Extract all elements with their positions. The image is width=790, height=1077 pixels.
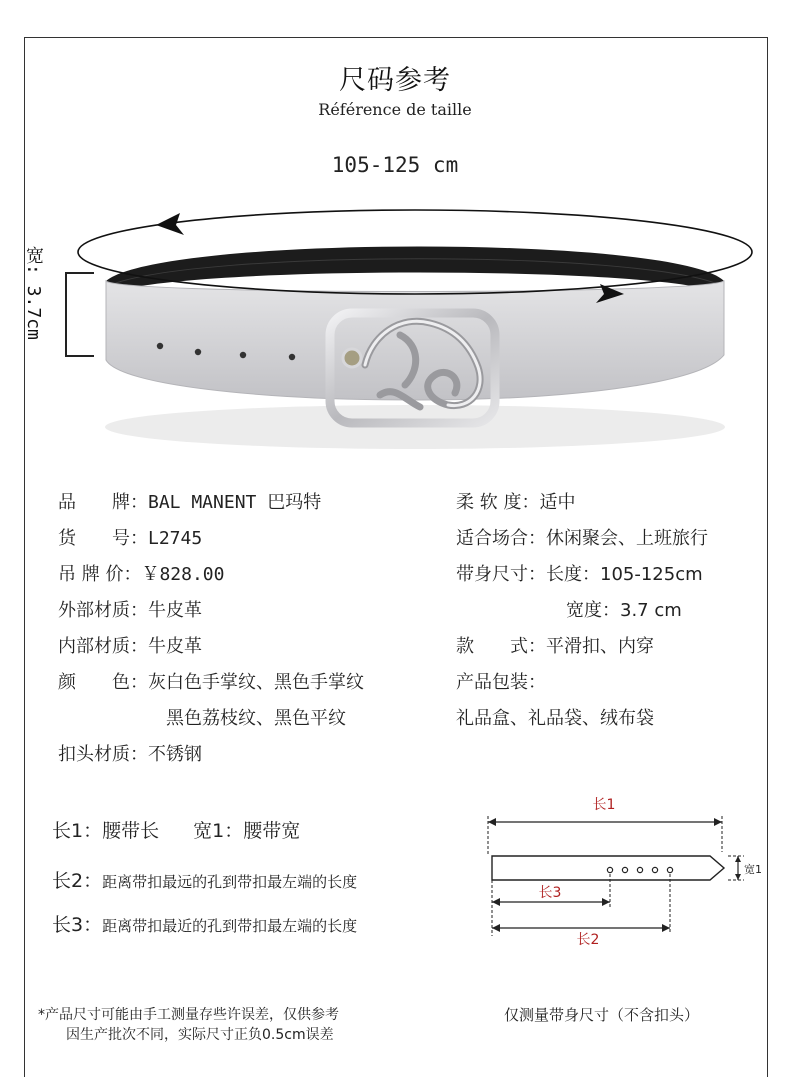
arrow-left-icon — [156, 213, 184, 235]
belt-width-label: 宽: 3.7cm — [23, 246, 44, 340]
spec-softness: 柔 软 度：适中 — [456, 492, 576, 513]
spec-size-width: 宽度：3.7 cm — [566, 600, 682, 621]
length-range: 105-125 cm — [331, 153, 459, 177]
belt-image — [0, 195, 790, 465]
page-title: 尺码参考 — [339, 65, 451, 96]
spec-style: 款 式：平滑扣、内穿 — [456, 636, 654, 657]
spec-size: 带身尺寸：长度：105-125cm — [456, 564, 703, 585]
measurement-diagram — [470, 790, 780, 960]
spec-color: 颜 色：灰白色手掌纹、黑色手掌纹 — [58, 672, 364, 693]
spec-price: 吊 牌 价：￥828.00 — [58, 564, 225, 585]
note-line-1: *产品尺寸可能由手工测量存些许误差，仅供参考 — [38, 1007, 339, 1023]
diagram-l1-label: 长1 — [592, 797, 616, 813]
diagram-l3-label: 长3 — [538, 885, 562, 901]
note-line-2: 因生产批次不同，实际尺寸正负0.5cm误差 — [66, 1027, 334, 1043]
diagram-caption: 仅测量带身尺寸（不含扣头） — [504, 1006, 700, 1024]
belt-band — [106, 281, 724, 400]
diagram-w1-label: 宽1 — [744, 863, 762, 876]
legend-l3: 长3：距离带扣最近的孔到带扣最左端的长度 — [52, 914, 358, 936]
spec-sku: 货 号：L2745 — [58, 528, 203, 549]
page-subtitle: Référence de taille — [318, 100, 472, 119]
diagram-l2-label: 长2 — [576, 932, 600, 948]
spec-brand: 品 牌：BAL MANENT 巴玛特 — [58, 492, 322, 513]
spec-outer-material: 外部材质：牛皮革 — [58, 600, 202, 621]
width-bracket — [66, 273, 94, 356]
spec-packaging: 产品包装： — [456, 672, 546, 693]
belt-inner — [106, 247, 724, 296]
legend-l1-w1: 长1：腰带长 宽1：腰带宽 — [52, 820, 301, 842]
spec-occasion: 适合场合：休闲聚会、上班旅行 — [456, 528, 708, 549]
legend-l2: 长2：距离带扣最远的孔到带扣最左端的长度 — [52, 870, 358, 892]
spec-color-cont: 黑色荔枝纹、黑色平纹 — [166, 708, 346, 729]
spec-inner-material: 内部材质：牛皮革 — [58, 636, 202, 657]
spec-buckle-material: 扣头材质：不锈钢 — [58, 744, 202, 765]
spec-packaging-cont: 礼品盒、礼品袋、绒布袋 — [456, 708, 654, 729]
